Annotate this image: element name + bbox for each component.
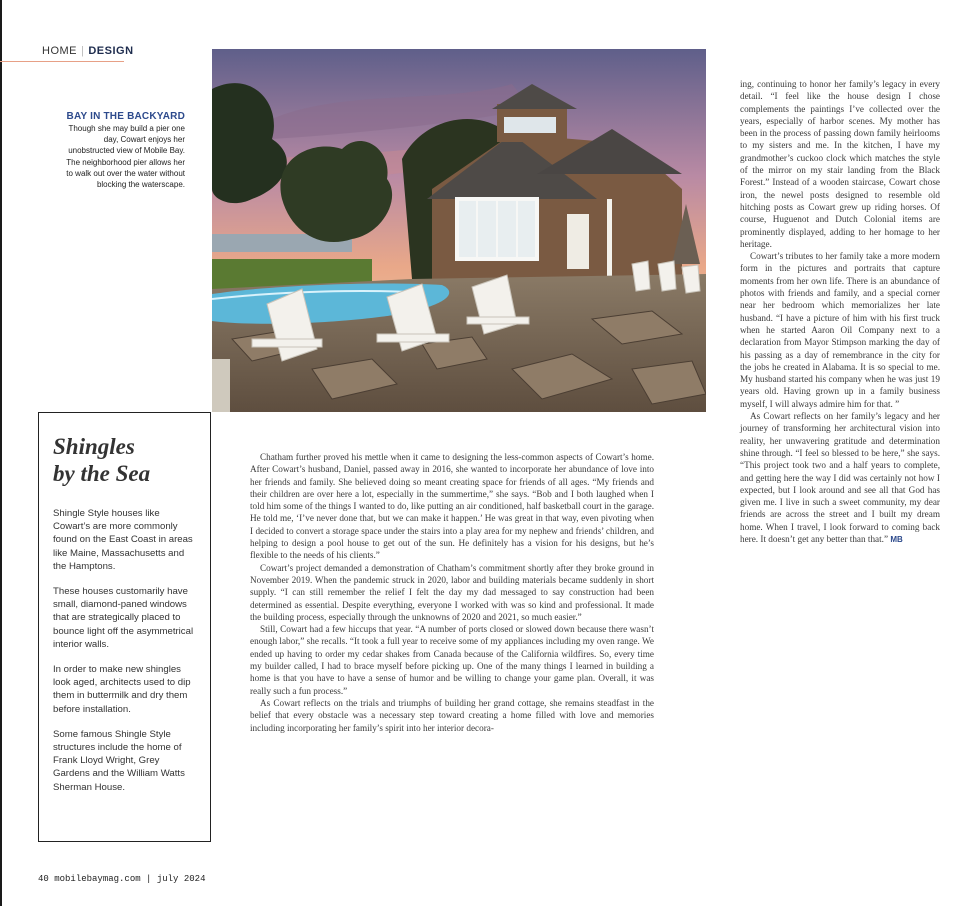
signoff-mark: MB [890,534,903,544]
page-footer [38,874,205,884]
section-rule [0,61,124,62]
right-article-column [740,78,940,546]
sidebar-title [53,433,196,487]
sidebar-title-line2: by the Sea [53,461,151,486]
caption-text: Though she may build a pier one day, Cowart enjoys her unobstructed view of Mobile Bay. The neighborhood pier allows her to walk out over the water without blocking the waterscape. [66,124,185,190]
article-paragraph: As Cowart reflects on the trials and triumphs of building her grand cottage, she remains steadfast in the belief that every obstacle was a necessary step toward creating a home filled with love and memories including incorporating her family’s spirit into her interior decora- [250,697,654,733]
article-paragraph: Cowart’s project demanded a demonstration of Chatham’s commitment shortly after they broke ground in November 2019. When the pandemic struck in 2020, labor and building materials became suddenly in short supply. “I can still remember the relief I felt the day my dad messaged to say construction had been determined as essential. Despite everything, everyone I worked with was so kind and professional. It made the building process, especially through the unknowns of 2020 and 2021, so much easier.” [250,562,654,622]
page-edge [0,0,2,906]
section-header: HOME | DESIGN [42,45,134,57]
sidebar-title-line1: Shingles [53,434,135,459]
article-paragraph: Cowart’s tributes to her family take a more modern form in the pictures and portraits that capture moments from her own life. There is an abundance of photos with friends and family, and a special corner near her bedroom which memorializes her late husband. “I have a picture of him with his first truck when he started Aaron Oil Company next to a declaration from Mayor Stimpson marking the day of his passing as a day of remembrance in the city for the jobs he created in Alabama. It is so special to me. My husband started his company when he was just 19 years old. Having grown up in a family business myself, I will always admire him for that. ” [740,251,940,409]
sidebar-paragraph: In order to make new shingles look aged, architects used to dip them in buttermilk and dry them before installation. [53,664,191,715]
sidebar-box [38,412,211,842]
photo-caption [60,111,185,190]
main-article-column [250,451,654,734]
sidebar-paragraph: Some famous Shingle Style structures include the home of Frank Lloyd Wright, Grey Gardens and the William Watts Sherman House. [53,728,185,793]
article-paragraph-final [740,410,940,546]
section-design: DESIGN [88,45,134,57]
page-number: 40 [38,874,49,884]
article-paragraph: Still, Cowart had a few hiccups that year. “A number of ports closed or slowed down because there wasn’t enough labor,” she recalls. “It took a full year to receive some of my appliances including my oven range. We ended up having to order my cedar shakes from Canada because of the California wildfires. So, every time my builder called, I had to brace myself before picking up. One of the many things I learned in building a home is that you have to have a sense of humor and be willing to change your game plan. Overall, it was really such a fun process.” [250,624,654,696]
article-continuation: ing, continuing to honor her family’s legacy in every detail. “I feel like the house design I chose complements the paintings I’ve collected over the years, especially of harbor scenes. My mother has been in the process of passing down family heirlooms to my sisters and me. In the kitchen, I have my grandmother’s cuckoo clock which matches the style of the mirror on my stair landing from the Black Forest.” Instead of a wooden staircase, Cowart chose iron, the newel posts designed to resemble old hitching posts as Cowart grew up riding horses. Of course, Huguenot and Dutch Colonial items are prominently displayed, adding to her homage to her heritage. [740,79,940,249]
house-poolside-photo-icon [212,49,706,412]
sidebar-paragraph: Shingle Style houses like Cowart’s are more commonly found on the East Coast in areas like Maine, Massachusetts and the Hamptons. [53,508,193,572]
article-paragraph: Chatham further proved his mettle when it came to designing the less-common aspects of Cowart’s home. After Cowart’s husband, Daniel, passed away in 2016, she wanted to incorporate her abundance of love into her friends and family. She believed doing so meant creating space for friends of all ages. “My friends and their children are over here a lot, especially in the summertime,” she says. “Bob and I both laughed when I told him some of the things I wanted to do, like putting an air conditioned, half basketball court in the garage. He told me, ‘I’ve never done that, but we can make it happen.’ He was great in that way, even pivoting when I decided to convert a storage space under the stairs into a play area for my nephew and friends’ children, and helping to design a pool house to get out of the sun. He definitely has a vision for his designs, but he’s flexible to the needs of his clients.” [250,452,654,561]
footer-separator: | [146,874,152,884]
article-final-text: As Cowart reflects on her family’s legacy and her journey of transforming her architectural vision into reality, her unwavering gratitude and determination shine through. “I feel so blessed to be here,” she says. “This project took two and a half years to complete, and getting here the way I did was certainly not how I expected, but I look around and see all that God has given me. I live in such a sweet community, my dear friends are across the street and I built my dream home. When I travel, I look forward to coming back here. It doesn’t get any better than that.” [740,411,940,544]
section-home: HOME [42,45,77,57]
footer-issue: july 2024 [156,874,206,884]
caption-title: BAY IN THE BACKYARD [66,111,185,122]
footer-site: mobilebaymag.com [54,874,141,884]
sidebar-paragraph: These houses customarily have small, diamond-paned windows that are strategically placed to bounce light off the asymmetrical interior walls. [53,586,194,650]
house-photo [212,49,706,412]
